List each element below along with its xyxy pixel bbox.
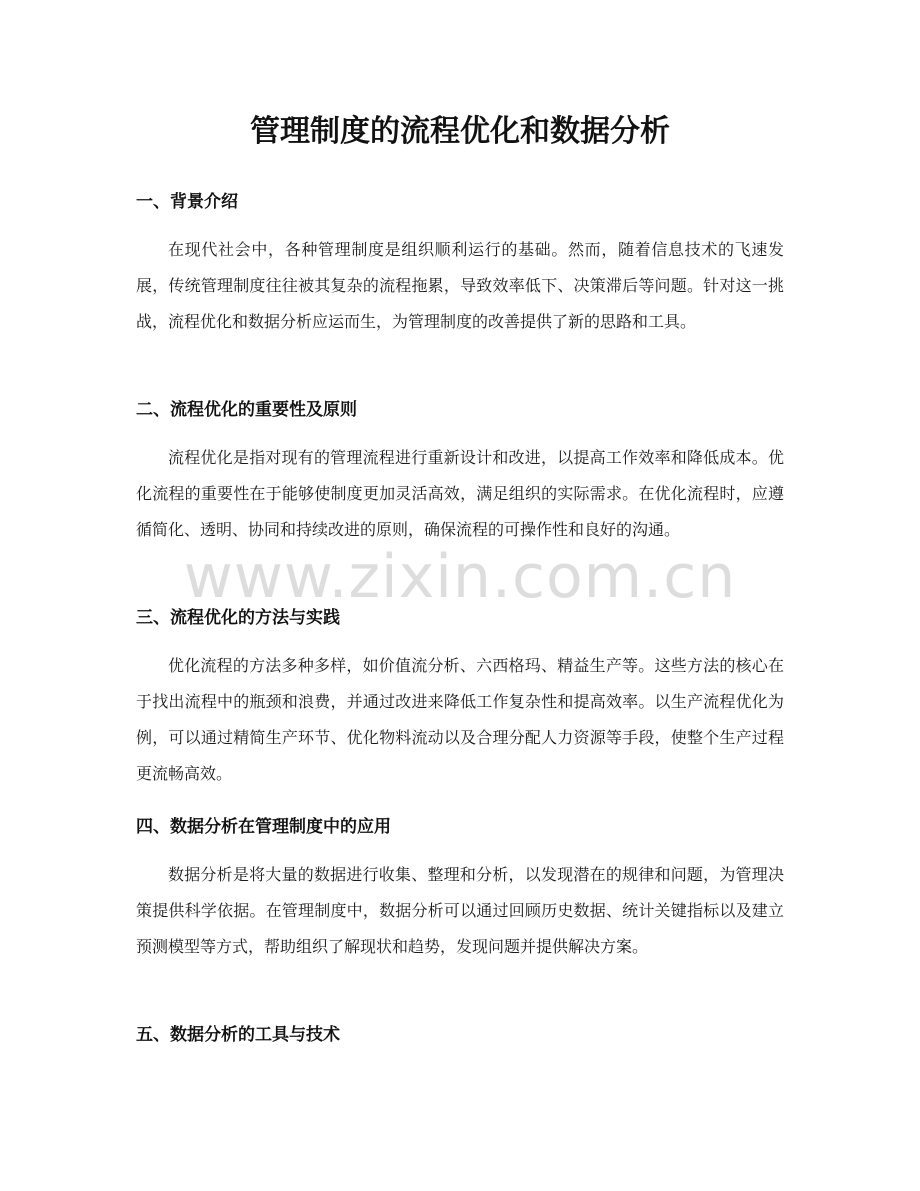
section-heading-data-analysis: 四、数据分析在管理制度中的应用	[136, 817, 391, 837]
section-heading-importance: 二、流程优化的重要性及原则	[136, 400, 357, 420]
section-paragraph-importance: 流程优化是指对现有的管理流程进行重新设计和改进，以提高工作效率和降低成本。优化流程的重要性在于能够使制度更加灵活高效，满足组织的实际需求。在优化流程时，应遵循简化、透明、协同和持续改进的原则，确保流程的可操作性和良好的沟通。	[136, 448, 784, 539]
watermark: www.zixin.com.cn	[183, 542, 737, 612]
section-paragraph-background: 在现代社会中，各种管理制度是组织顺利运行的基础。然而，随着信息技术的飞速发展，传统管理制度往往被其复杂的流程拖累，导致效率低下、决策滞后等问题。针对这一挑战，流程优化和数据分析应运而生，为管理制度的改善提供了新的思路和工具。	[136, 240, 784, 331]
section-paragraph-data-analysis: 数据分析是将大量的数据进行收集、整理和分析，以发现潜在的规律和问题，为管理决策提供科学依据。在管理制度中，数据分析可以通过回顾历史数据、统计关键指标以及建立预测模型等方式，帮助组织了解现状和趋势，发现问题并提供解决方案。	[136, 865, 784, 956]
page-title: 管理制度的流程优化和数据分析	[250, 114, 670, 149]
section-paragraph-methods: 优化流程的方法多种多样，如价值流分析、六西格玛、精益生产等。这些方法的核心在于找出流程中的瓶颈和浪费，并通过改进来降低工作复杂性和提高效率。以生产流程优化为例，可以通过精简生产环节、优化物料流动以及合理分配人力资源等手段，使整个生产过程更流畅高效。	[136, 656, 784, 783]
section-heading-tools: 五、数据分析的工具与技术	[136, 1025, 340, 1045]
section-heading-methods: 三、流程优化的方法与实践	[136, 608, 340, 628]
section-heading-background: 一、背景介绍	[136, 192, 238, 212]
